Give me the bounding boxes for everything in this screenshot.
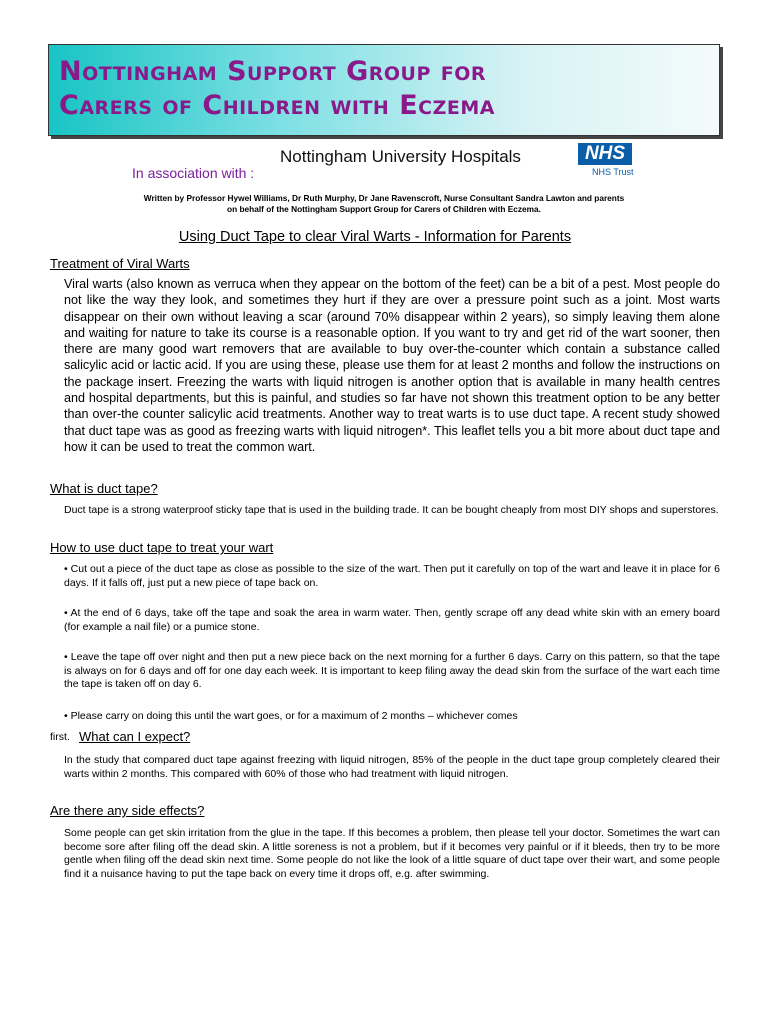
banner-title-line2: Carers of Children with Eczema	[59, 90, 495, 121]
nhs-trust-label: NHS Trust	[592, 167, 634, 177]
heading-treatment: Treatment of Viral Warts	[50, 256, 190, 271]
step-3: • Leave the tape off over night and then put a new piece back on the next morning for a further 6 days. Carry on this pattern, so that the tape is always on for 6 days and off for one day each week. It is important to keep filing away the dead skin from the surface of the wart each time the tape is taken off on day 6.	[64, 651, 720, 690]
heading-what-is-duct-tape: What is duct tape?	[50, 481, 158, 496]
credits-line1: Written by Professor Hywel Williams, Dr Ruth Murphy, Dr Jane Ravenscroft, Nurse Consultant Sandra Lawton and parents	[143, 193, 625, 203]
heading-side-effects: Are there any side effects?	[50, 803, 205, 818]
step-4: • Please carry on doing this until the wart goes, or for a maximum of 2 months – whichever comes	[64, 710, 518, 722]
banner-title	[59, 55, 495, 123]
heading-what-can-i-expect: What can I expect?	[79, 729, 191, 744]
association-label: In association with :	[132, 165, 255, 181]
credits-line2: on behalf of the Nottingham Support Group for Carers of Children with Eczema.	[227, 204, 541, 214]
nhs-logo: NHS	[578, 143, 632, 165]
paragraph-what-is-duct-tape: Duct tape is a strong waterproof sticky tape that is used in the building trade. It can be bought cheaply from most DIY shops and superstores.	[64, 504, 719, 516]
step-1: • Cut out a piece of the duct tape as close as possible to the size of the wart. Then put it carefully on top of the wart and leave it in place for 6 days. If it falls off, just put a new piece of tape back on.	[64, 563, 720, 589]
step-2: • At the end of 6 days, take off the tape and soak the area in warm water. Then, gently scrape off any dead white skin with an emery board (for example a nail file) or a pumice stone.	[64, 607, 720, 633]
paragraph-what-can-i-expect: In the study that compared duct tape against freezing with liquid nitrogen, 85% of the people in the duct tape group completely cleared their warts within 2 months. This compared with 60% of those who had treatment with liquid nitrogen.	[64, 754, 720, 780]
document-title: Using Duct Tape to clear Viral Warts - Information for Parents	[178, 229, 572, 245]
heading-how-to-use: How to use duct tape to treat your wart	[50, 540, 274, 555]
paragraph-side-effects: Some people can get skin irritation from the glue in the tape. If this becomes a problem, then please tell your doctor. Sometimes the wart can become sore after filing off the dead skin. A little soreness is not a problem, but if it becomes very painful or if it bleeds, then try to be more gentle when filing off the dead skin next time. Some people do not like the look of a little square of duct tape over their wart, and some people find it a nuisance having to put the tape back on every time it drops off, e.g. after swimming.	[64, 827, 720, 880]
banner-title-line1: Nottingham Support Group for	[59, 56, 487, 87]
authors-credits	[70, 193, 698, 215]
step-4-end: first.	[50, 731, 70, 743]
hospital-name: Nottingham University Hospitals	[280, 147, 521, 166]
header-banner	[48, 44, 720, 136]
paragraph-treatment: Viral warts (also known as verruca when they appear on the bottom of the feet) can be a bit of a pest. Most people do not like the way they look, and sometimes they hurt if they are over a pressure point such as a joint. Most warts disappear on their own without leaving a scar (around 70% disappear within 2 years), so simply leaving them alone and waiting for nature to take its course is a reasonable option. If you want to try and get rid of the wart sooner, then there are many good wart removers that are available to buy over-the-counter which contain a substance called salicylic acid or lactic acid. If you are using these, please use them for at least 2 months and follow the instructions on the package insert. Freezing the warts with liquid nitrogen is another option that is available in many health centres and hospital departments, but this is painful, and studies so far have not shown this treatment option to be any better than over-the counter salicylic acid treatments. Another way to treat warts is to use duct tape. A recent study showed that duct tape was as good as freezing warts with liquid nitrogen*. This leaflet tells you a bit more about duct tape and how it can be used to treat the common wart.	[64, 277, 720, 454]
